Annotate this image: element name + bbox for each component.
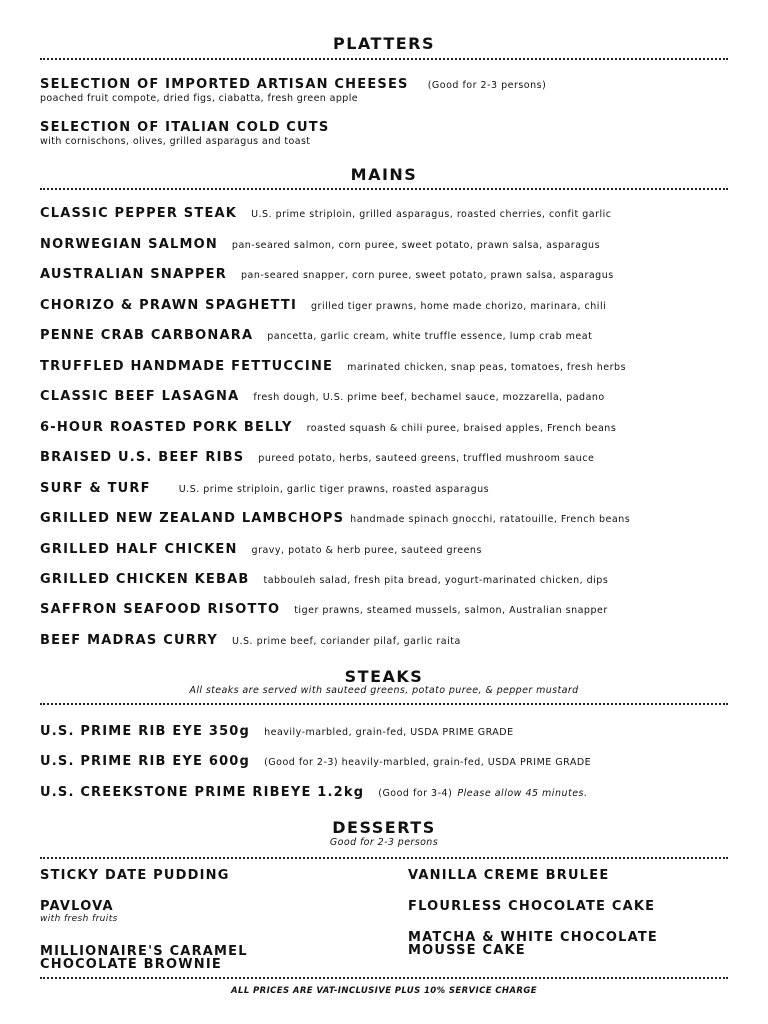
- steak-name: U.S. CREEKSTONE PRIME RIBEYE 1.2kg: [40, 785, 365, 800]
- steak-description: Please allow 45 minutes.: [457, 788, 588, 799]
- dessert-description: with fresh fruits: [40, 914, 118, 924]
- main-name: CHORIZO & PRAWN SPAGHETTI: [40, 298, 298, 313]
- dessert-name: STICKY DATE PUDDING: [40, 868, 230, 883]
- dessert-name: PAVLOVA: [40, 899, 114, 914]
- steaks-heading: STEAKS: [344, 667, 424, 686]
- steak-description: heavily-marbled, grain-fed, USDA PRIME GRADE: [264, 727, 514, 738]
- main-item: [40, 446, 730, 465]
- steak-note: (Good for 3-4): [378, 788, 453, 799]
- main-description: fresh dough, U.S. prime beef, bechamel sauce, mozzarella, padano: [253, 392, 605, 403]
- main-item: [40, 416, 730, 435]
- main-description: U.S. prime beef, coriander pilaf, garlic raita: [232, 636, 461, 647]
- main-name: SAFFRON SEAFOOD RISOTTO: [40, 602, 281, 617]
- main-item: [40, 568, 730, 587]
- main-name: CLASSIC BEEF LASAGNA: [40, 389, 240, 404]
- main-name: BEEF MADRAS CURRY: [40, 633, 219, 648]
- dessert-item: [408, 931, 728, 957]
- main-name: SURF & TURF: [40, 481, 151, 496]
- main-name: TRUFFLED HANDMADE FETTUCCINE: [40, 359, 334, 374]
- platter-item-cheeses: [40, 73, 730, 104]
- desserts-heading: DESSERTS: [332, 818, 436, 837]
- dessert-name-line2: MOUSSE CAKE: [408, 943, 526, 958]
- main-description: roasted squash & chili puree, braised apples, French beans: [306, 423, 617, 434]
- main-description: tabbouleh salad, fresh pita bread, yogurt-marinated chicken, dips: [263, 575, 609, 586]
- mains-divider: [40, 188, 728, 190]
- platter-name: SELECTION OF ITALIAN COLD CUTS: [40, 120, 330, 135]
- main-description: gravy, potato & herb puree, sauteed greens: [251, 545, 482, 556]
- main-name: BRAISED U.S. BEEF RIBS: [40, 450, 245, 465]
- main-description: pancetta, garlic cream, white truffle essence, lump crab meat: [267, 331, 593, 342]
- dessert-name-line1: MATCHA & WHITE CHOCOLATE: [408, 930, 659, 945]
- dessert-item: [408, 900, 728, 913]
- main-description: pan-seared snapper, corn puree, sweet potato, prawn salsa, asparagus: [240, 270, 614, 281]
- steaks-subtitle: All steaks are served with sauteed greens, potato puree, & pepper mustard: [189, 685, 579, 696]
- main-item: [40, 263, 730, 282]
- steak-item: [40, 750, 730, 769]
- main-item: [40, 477, 730, 496]
- main-description: tiger prawns, steamed mussels, salmon, Australian snapper: [294, 605, 608, 616]
- main-description: U.S. prime striploin, garlic tiger prawns, roasted asparagus: [178, 484, 490, 495]
- footer-divider: [40, 977, 728, 979]
- main-name: GRILLED CHICKEN KEBAB: [40, 572, 250, 587]
- main-item: [40, 294, 730, 313]
- main-description: grilled tiger prawns, home made chorizo, marinara, chili: [311, 301, 607, 312]
- platter-note: (Good for 2-3 persons): [427, 80, 547, 91]
- main-name: NORWEGIAN SALMON: [40, 237, 218, 252]
- steak-description: (Good for 2-3) heavily-marbled, grain-fed, USDA PRIME GRADE: [264, 757, 592, 768]
- main-item: [40, 598, 730, 617]
- main-description: U.S. prime striploin, grilled asparagus, roasted cherries, confit garlic: [251, 209, 612, 220]
- dessert-name: VANILLA CREME BRULEE: [408, 868, 610, 883]
- platter-description: with cornischons, olives, grilled asparagus and toast: [40, 136, 311, 147]
- main-name: GRILLED HALF CHICKEN: [40, 542, 238, 557]
- main-item: [40, 202, 730, 221]
- main-item: [40, 385, 730, 404]
- platters-divider: [40, 58, 728, 60]
- dessert-item: [40, 900, 380, 924]
- main-description: marinated chicken, snap peas, tomatoes, fresh herbs: [347, 362, 627, 373]
- main-item: [40, 629, 730, 648]
- main-name: GRILLED NEW ZEALAND LAMBCHOPS: [40, 511, 345, 526]
- main-description: pan-seared salmon, corn puree, sweet potato, prawn salsa, asparagus: [231, 240, 601, 251]
- steaks-divider: [40, 703, 728, 705]
- main-item: [40, 355, 730, 374]
- steak-name: U.S. PRIME RIB EYE 350g: [40, 724, 251, 739]
- main-name: PENNE CRAB CARBONARA: [40, 328, 254, 343]
- dessert-item: [408, 869, 728, 882]
- main-item: [40, 324, 730, 343]
- steak-name: U.S. PRIME RIB EYE 600g: [40, 754, 251, 769]
- dessert-name-line2: CHOCOLATE BROWNIE: [40, 957, 222, 972]
- platter-item-cold-cuts: [40, 116, 730, 147]
- main-description: handmade spinach gnocchi, ratatouille, French beans: [350, 514, 631, 525]
- main-item: [40, 507, 730, 526]
- footer-note: ALL PRICES ARE VAT-INCLUSIVE PLUS 10% SERVICE CHARGE: [231, 986, 537, 996]
- main-name: AUSTRALIAN SNAPPER: [40, 267, 227, 282]
- platters-heading: PLATTERS: [332, 34, 436, 53]
- main-item: [40, 233, 730, 252]
- main-name: 6-HOUR ROASTED PORK BELLY: [40, 420, 293, 435]
- dessert-name-line1: MILLIONAIRE'S CARAMEL: [40, 944, 248, 959]
- main-description: pureed potato, herbs, sauteed greens, truffled mushroom sauce: [258, 453, 595, 464]
- mains-heading: MAINS: [350, 165, 418, 184]
- desserts-divider: [40, 857, 728, 859]
- dessert-name: FLOURLESS CHOCOLATE CAKE: [408, 899, 656, 914]
- desserts-subtitle: Good for 2-3 persons: [329, 837, 439, 848]
- platter-name: SELECTION OF IMPORTED ARTISAN CHEESES: [40, 77, 409, 92]
- main-item: [40, 538, 730, 557]
- dessert-item: [40, 869, 380, 882]
- dessert-item: [40, 945, 380, 971]
- steak-item: [40, 781, 730, 800]
- steak-item: [40, 720, 730, 739]
- main-name: CLASSIC PEPPER STEAK: [40, 206, 238, 221]
- platter-description: poached fruit compote, dried figs, ciabatta, fresh green apple: [40, 93, 359, 104]
